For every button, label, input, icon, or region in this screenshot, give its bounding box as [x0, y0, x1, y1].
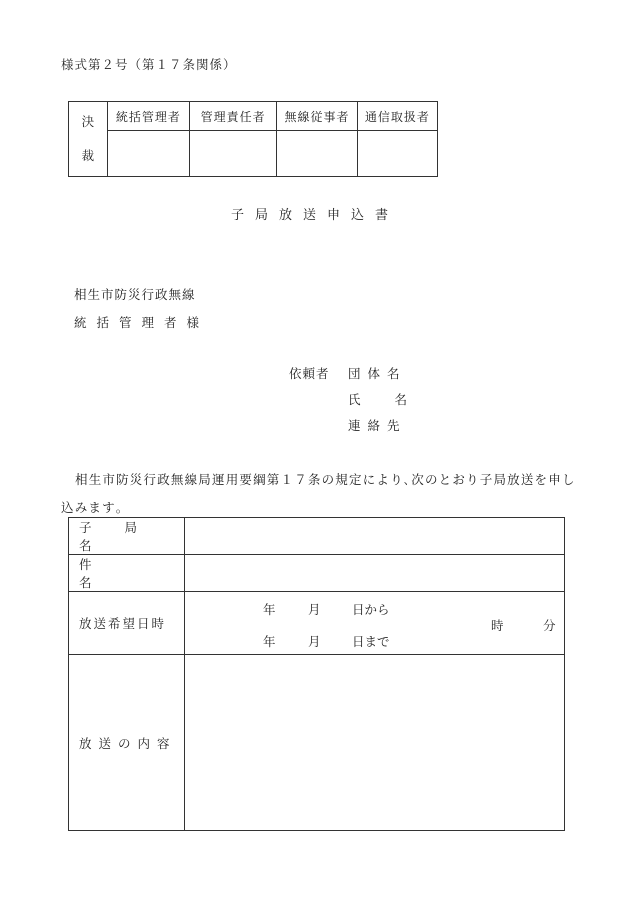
matter-label-cell [69, 555, 185, 592]
content-label-cell [69, 655, 185, 831]
role-radio-operator: 無線従事者 [277, 102, 357, 131]
to-month-label: 月 [308, 634, 321, 649]
minute-label: 分 [543, 618, 556, 633]
role-general-manager: 統括管理者 [107, 102, 189, 131]
document-title: 子局放送申込書 [230, 208, 399, 223]
to-year-label: 年 [263, 634, 276, 649]
approval-label-bottom: 裁 [81, 148, 95, 163]
datetime-input[interactable] [185, 592, 565, 655]
matter-label: 件名 [79, 557, 158, 590]
addressee-organization: 相生市防災行政無線 [74, 287, 196, 302]
approval-stamp-table [68, 101, 438, 177]
to-day-label: 日まで [352, 634, 390, 649]
requester-name-field[interactable]: 氏名 [348, 392, 442, 407]
stamp-slot-communication-handler[interactable] [357, 131, 437, 177]
requester-organization-field[interactable]: 団体名 [348, 366, 407, 381]
stamp-slot-responsible-manager[interactable] [190, 131, 277, 177]
content-input[interactable] [185, 655, 565, 831]
form-number: 様式第２号（第１７条関係） [61, 57, 237, 72]
datetime-label: 放送希望日時 [79, 616, 167, 631]
matter-input[interactable] [185, 555, 565, 592]
requester-label: 依頼者 [289, 366, 330, 381]
stamp-slot-general-manager[interactable] [107, 131, 189, 177]
role-communication-handler: 通信取扱者 [357, 102, 437, 131]
request-paragraph: 相生市防災行政無線局運用要綱第１７条の規定により､次のとおり子局放送を申し込みます｡ [61, 472, 576, 515]
station-input[interactable] [185, 518, 565, 555]
broadcast-request-table [68, 517, 565, 831]
content-label: 放送の内容 [79, 735, 177, 751]
role-responsible-manager: 管理責任者 [190, 102, 277, 131]
from-month-label: 月 [308, 602, 321, 617]
stamp-slot-radio-operator[interactable] [277, 131, 357, 177]
requester-contact-field[interactable]: 連絡先 [348, 418, 407, 433]
hour-label: 時 [491, 618, 504, 633]
station-label: 子局名 [79, 520, 171, 553]
approval-label-top: 決 [81, 114, 95, 129]
approval-label-cell [69, 102, 108, 177]
addressee-recipient: 統括管理者様 [74, 315, 210, 330]
station-label-cell [69, 518, 185, 555]
from-year-label: 年 [263, 602, 276, 617]
from-day-label: 日から [352, 602, 390, 617]
datetime-label-cell [69, 592, 185, 655]
